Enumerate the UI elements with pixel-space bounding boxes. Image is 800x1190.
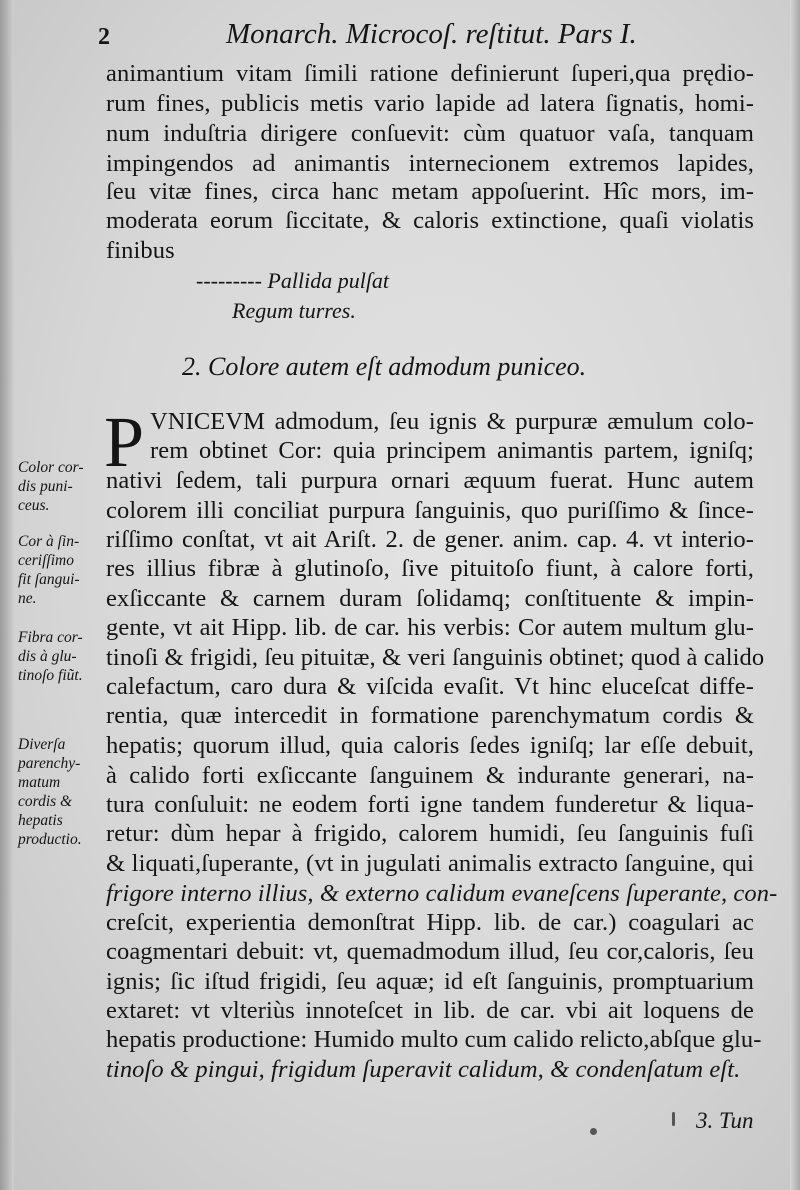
text-line: ſeu vitæ fines, circa hanc metam appoſuerint. Hîc mors, im-	[106, 178, 754, 205]
text-line: hepatis productione: Humido multo cum calido relicto,abſque glu-	[106, 1026, 762, 1053]
margin-note: Diverſa parenchy- matum cordis & hepatis productio.	[18, 736, 82, 848]
ink-spot	[590, 1128, 597, 1135]
quote-line: --------- Pallida pulſat	[196, 268, 390, 293]
text-line: tinoſi & frigidi, ſeu pituitæ, & veri ſanguinis obtinet; quod à calido	[106, 644, 765, 671]
text-line: VNICEVM admodum, ſeu ignis & purpuræ æmulum colo-	[150, 408, 754, 435]
text-line: calefactum, caro dura & viſcida evaſit. Vt hinc eluceſcat diffe-	[106, 673, 754, 700]
text-line: gente, vt ait Hipp. lib. de car. his verbis: Cor autem multum glu-	[106, 614, 754, 641]
text-line: coagmentari debuit: vt, quemadmodum illud, ſeu cor,caloris, ſeu	[106, 938, 754, 965]
text-line: moderata eorum ſiccitate, & caloris extinctione, quaſi violatis	[106, 207, 754, 234]
text-line: tura conſuluit: ne eodem forti igne tandem funderetur & liqua-	[106, 791, 754, 818]
page-gutter-shadow	[0, 0, 14, 1190]
page-header	[98, 18, 738, 58]
text-line: extaret: vt vlteriùs innoteſcet in lib. de car. vbi ait loquens de	[106, 997, 754, 1024]
text-line: rentia, quæ intercedit in formatione parenchymatum cordis &	[106, 702, 754, 729]
quote-line: Regum turres.	[232, 298, 356, 323]
text-line: hepatis; quorum illud, quia caloris ſedes igniſq; lar eſſe debuit,	[106, 732, 754, 759]
margin-note: Fibra cor- dis à glu- tinoſo fiũt.	[18, 629, 83, 684]
text-line: nativi ſedem, tali purpura ornari æquum fuerat. Hunc autem	[106, 467, 754, 494]
text-line: animantium vitam ſimili ratione definierunt ſuperi,qua prędio-	[106, 60, 754, 87]
text-line: riſſimo conſtat, vt ait Ariſt. 2. de gener. anim. cap. 4. vt interio-	[106, 526, 754, 553]
text-line: rum fines, publicis metis vario lapide ad latera ſignatis, homi-	[106, 90, 754, 117]
section-heading: 2. Colore autem eſt admodum puniceo.	[182, 352, 587, 381]
text-line: num induſtria dirigere conſuevit: cùm quatuor vaſa, tanquam	[106, 120, 754, 147]
ink-mark	[672, 1112, 675, 1126]
text-line: creſcit, experientia demonſtrat Hipp. lib. de car.) coagulari ac	[106, 909, 754, 936]
text-line: frigore interno illius, & externo calidum evaneſcens ſuperante, con-	[106, 880, 778, 907]
text-line: exſiccante & carnem duram ſolidamq; conſtituente & impin-	[106, 585, 754, 612]
text-line: finibus	[106, 237, 175, 264]
drop-capital: P	[104, 402, 145, 482]
margin-note: Color cor- dis puni- ceus.	[18, 459, 84, 514]
text-line: colorem illi conciliat purpura ſanguinis, quo puriſſimo & ſince-	[106, 497, 754, 524]
page-number: 2	[98, 24, 110, 50]
text-line: res illius fibræ à glutinoſo, ſive pituitoſo fiunt, à calore forti,	[106, 555, 754, 582]
catchword: 3. Tun	[696, 1108, 754, 1133]
text-line: ignis; ſic iſtud frigidi, ſeu aquæ; id eſt ſanguinis, promptuarium	[106, 968, 754, 995]
running-title: Monarch. Microcoſ. reſtitut. Pars I.	[226, 18, 637, 50]
text-line: tinoſo & pingui, frigidum ſuperavit calidum, & condenſatum eſt.	[106, 1056, 741, 1083]
margin-note: Cor à ſin- ceriſſimo fit ſangui- ne.	[18, 533, 80, 607]
text-line: à calido forti exſiccante ſanguinem & indurante generari, na-	[106, 762, 754, 789]
page-edge-shadow	[790, 0, 800, 1190]
text-line: rem obtinet Cor: quia principem animantis partem, igniſq;	[150, 437, 754, 464]
text-line: & liquati,ſuperante, (vt in jugulati animalis extracto ſanguine, qui	[106, 850, 754, 877]
text-line: retur: dùm hepar à frigido, calorem humidi, ſeu ſanguinis fuſi	[106, 820, 754, 847]
text-line: impingendos ad animantis internecionem extremos lapides,	[106, 150, 754, 177]
